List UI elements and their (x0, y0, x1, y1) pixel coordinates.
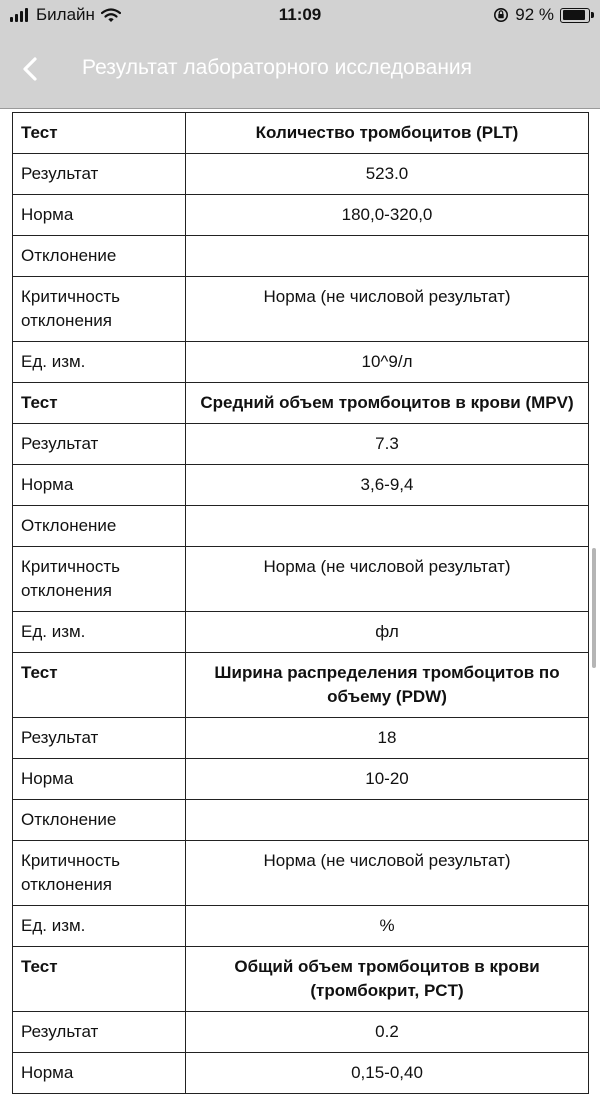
row-label: Результат (13, 718, 186, 759)
row-value: 523.0 (186, 154, 589, 195)
row-value (186, 800, 589, 841)
row-label: Норма (13, 195, 186, 236)
row-label: Ед. изм. (13, 612, 186, 653)
row-value (186, 506, 589, 547)
row-value: Норма (не числовой результат) (186, 547, 589, 612)
row-value: Средний объем тромбоцитов в крови (MPV) (186, 383, 589, 424)
row-value: Норма (не числовой результат) (186, 277, 589, 342)
test-header-row (13, 947, 589, 1012)
battery-percent: 92 % (515, 5, 554, 24)
battery-fill (563, 10, 586, 20)
clock: 11:09 (278, 5, 322, 24)
row-value: 18 (186, 718, 589, 759)
table-row (13, 841, 589, 906)
row-label: Отклонение (13, 236, 186, 277)
carrier-name: Билайн (36, 5, 95, 24)
row-label: Ед. изм. (13, 906, 186, 947)
table-row (13, 342, 589, 383)
table-row (13, 277, 589, 342)
results-table (12, 112, 589, 1094)
row-label: Критичность отклонения (13, 547, 186, 612)
table-row (13, 506, 589, 547)
row-value: 180,0-320,0 (186, 195, 589, 236)
table-row (13, 154, 589, 195)
rotation-lock-icon (493, 7, 515, 23)
row-label: Тест (13, 113, 186, 154)
row-value: % (186, 906, 589, 947)
row-label: Ед. изм. (13, 342, 186, 383)
table-row (13, 800, 589, 841)
chevron-left-icon (14, 52, 48, 86)
test-header-row (13, 113, 589, 154)
table-row (13, 1012, 589, 1053)
row-label: Тест (13, 947, 186, 1012)
nav-bar (0, 30, 600, 109)
table-row (13, 547, 589, 612)
table-row (13, 195, 589, 236)
row-value: 0.2 (186, 1012, 589, 1053)
scrollbar[interactable] (592, 548, 596, 668)
row-value: фл (186, 612, 589, 653)
row-label: Результат (13, 1012, 186, 1053)
row-value: 10^9/л (186, 342, 589, 383)
row-label: Норма (13, 1053, 186, 1094)
test-header-row (13, 653, 589, 718)
row-label: Тест (13, 653, 186, 718)
page-title: Результат лабораторного исследования (82, 56, 473, 79)
table-row (13, 236, 589, 277)
back-button[interactable] (14, 52, 48, 86)
row-value: Общий объем тромбоцитов в крови (тромбокрит, PCT) (186, 947, 589, 1012)
row-label: Критичность отклонения (13, 841, 186, 906)
status-bar (0, 0, 600, 30)
row-label: Тест (13, 383, 186, 424)
row-label: Отклонение (13, 506, 186, 547)
status-right (493, 5, 590, 25)
row-label: Норма (13, 759, 186, 800)
table-row (13, 906, 589, 947)
row-value: Количество тромбоцитов (PLT) (186, 113, 589, 154)
row-value: 10-20 (186, 759, 589, 800)
row-label: Норма (13, 465, 186, 506)
table-row (13, 718, 589, 759)
row-value: 3,6-9,4 (186, 465, 589, 506)
battery-icon (560, 8, 590, 23)
row-value: 0,15-0,40 (186, 1053, 589, 1094)
test-header-row (13, 383, 589, 424)
results-table-container (12, 112, 589, 1094)
row-label: Отклонение (13, 800, 186, 841)
table-row (13, 759, 589, 800)
row-label: Критичность отклонения (13, 277, 186, 342)
row-label: Результат (13, 154, 186, 195)
row-value: Ширина распределения тромбоцитов по объему (PDW) (186, 653, 589, 718)
row-value: 7.3 (186, 424, 589, 465)
row-label: Результат (13, 424, 186, 465)
row-value: Норма (не числовой результат) (186, 841, 589, 906)
table-row (13, 465, 589, 506)
row-value (186, 236, 589, 277)
table-row (13, 612, 589, 653)
table-row (13, 1053, 589, 1094)
table-row (13, 424, 589, 465)
